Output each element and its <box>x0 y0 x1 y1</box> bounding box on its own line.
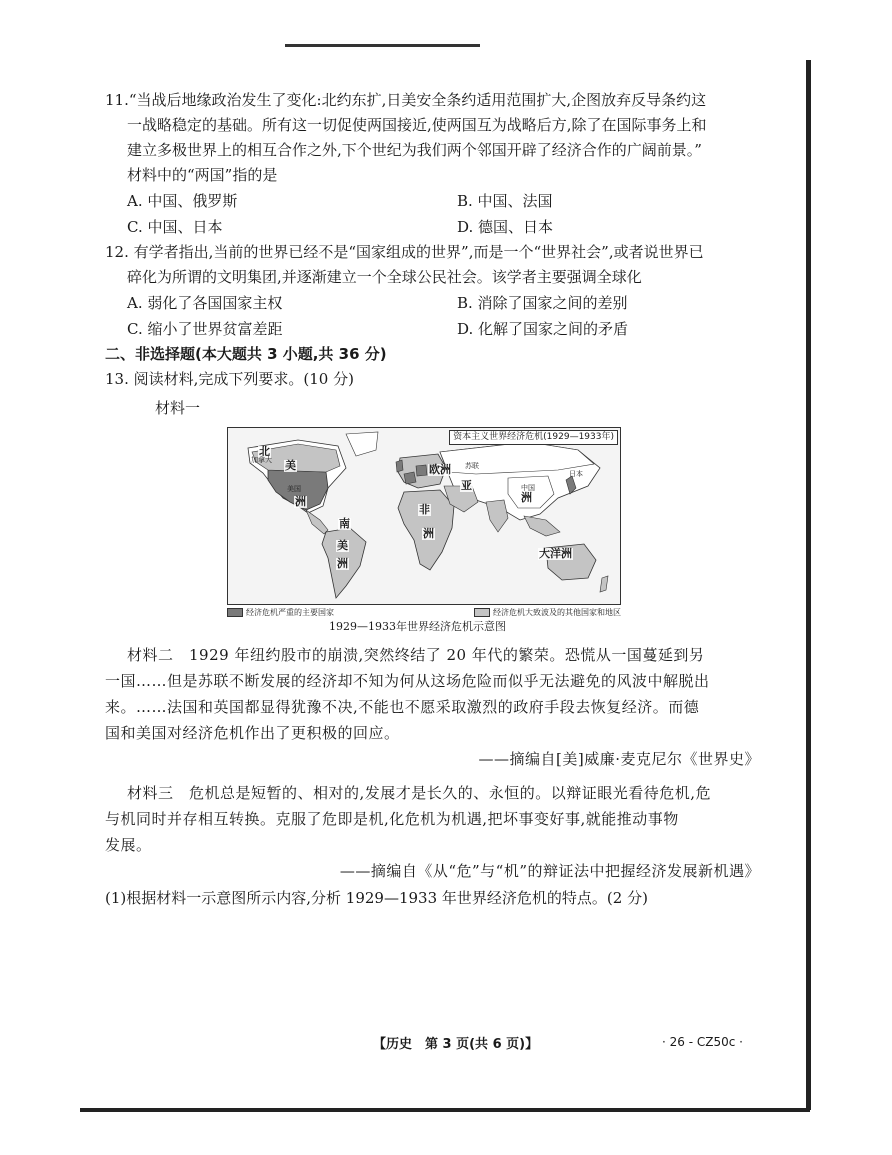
uk-shape <box>396 460 403 472</box>
material-2-line-3: 来。……法国和英国都显得犹豫不决,不能也不愿采取激烈的政府手段去恢复经济。而德 <box>105 698 700 716</box>
label-south: 南 <box>339 517 350 530</box>
material-3-line-1: 材料三 危机总是短暂的、相对的,发展才是长久的、永恒的。以辩证眼光看待危机,危 <box>127 784 712 802</box>
label-china: 中国 <box>521 484 535 492</box>
label-africa-2: 洲 <box>423 527 434 540</box>
material-2-line-1: 材料二 1929 年纽约股市的崩溃,突然终结了 20 年代的繁荣。恐慌从一国蔓延到另 <box>127 646 705 664</box>
material-2 <box>105 642 760 772</box>
label-zhou-asia: 洲 <box>521 491 532 504</box>
material-3-line-2: 与机同时并存相互转换。克服了危即是机,化危机为机遇,把坏事变好事,就能推动事物 <box>105 810 679 828</box>
q11-line-3: 建立多极世界上的相互合作之外,下个世纪为我们两个邻国开辟了经济合作的广阔前景。” <box>127 141 702 159</box>
material-2-line-2: 一国……但是苏联不断发展的经济却不知为何从这场危险而似乎无法避免的风波中解脱出 <box>105 672 710 690</box>
q12-options <box>105 290 760 342</box>
scan-bottom-border <box>80 1108 810 1112</box>
q12-option-b[interactable]: B. 消除了国家之间的差别 <box>457 294 628 312</box>
label-ussr: 苏联 <box>465 462 479 470</box>
map-legend <box>227 607 621 618</box>
world-map-svg <box>228 428 620 604</box>
page-footer-center: 【历史 第 3 页(共 6 页)】 <box>373 1037 539 1052</box>
label-usa: 美国 <box>287 485 301 493</box>
label-zhou-sa: 洲 <box>337 557 348 570</box>
material-3-source: ——摘编自《从“危”与“机”的辩证法中把握经济发展新机遇》 <box>339 862 760 880</box>
label-zhou-na: 洲 <box>295 495 306 508</box>
question-12 <box>105 240 760 342</box>
q12-option-c[interactable]: C. 缩小了世界贫富差距 <box>127 320 283 338</box>
material-2-source: ——摘编自[美]威廉·麦克尼尔《世界史》 <box>478 750 760 768</box>
material-3 <box>105 780 760 884</box>
label-africa-1: 非 <box>419 503 430 516</box>
legend-severe-swatch <box>227 608 243 617</box>
legend-spread-swatch <box>474 608 490 617</box>
q13-sub-question-1: (1)根据材料一示意图所示内容,分析 1929—1933 年世界经济危机的特点。(2 分) <box>105 889 648 907</box>
q11-line-1: 11.“当战后地缘政治发生了变化:北约东扩,日美安全条约适用范围扩大,企图放弃反导条约这 <box>105 91 707 109</box>
q11-option-b[interactable]: B. 中国、法国 <box>457 192 553 210</box>
q11-option-c[interactable]: C. 中国、日本 <box>127 218 223 236</box>
label-north: 北 <box>259 445 270 458</box>
q13-stem: 13. 阅读材料,完成下列要求。(10 分) <box>105 370 354 388</box>
label-asia: 亚 <box>461 479 472 492</box>
question-11 <box>105 88 760 240</box>
section-2-title: 二、非选择题(本大题共 3 小题,共 36 分) <box>105 345 387 363</box>
page-footer-code: · 26 - CZ50c · <box>662 1035 743 1049</box>
material-3-line-3: 发展。 <box>105 836 152 854</box>
legend-severe-label: 经济危机严重的主要国家 <box>246 608 334 617</box>
q12-option-d[interactable]: D. 化解了国家之间的矛盾 <box>457 320 629 338</box>
legend-spread-label: 经济危机大致波及的其他国家和地区 <box>493 608 621 617</box>
material-1-label: 材料一 <box>155 399 201 417</box>
q11-options <box>105 188 760 240</box>
q11-option-a[interactable]: A. 中国、俄罗斯 <box>127 192 238 210</box>
page-content <box>105 88 760 911</box>
germany-shape <box>416 465 427 476</box>
world-crisis-map <box>227 427 621 605</box>
q11-option-d[interactable]: D. 德国、日本 <box>457 218 554 236</box>
map-caption: 1929—1933年世界经济危机示意图 <box>329 620 506 633</box>
q11-line-4: 材料中的“两国”指的是 <box>127 166 278 184</box>
map-title: 资本主义世界经济危机(1929—1933年) <box>449 430 618 445</box>
france-shape <box>404 472 416 484</box>
legend-severe <box>227 607 334 618</box>
material-2-line-4: 国和美国对经济危机作出了更积极的回应。 <box>105 724 400 742</box>
scan-top-mark <box>285 44 480 47</box>
legend-spread <box>474 607 621 618</box>
label-japan: 日本 <box>569 470 583 478</box>
q12-line-2: 碎化为所谓的文明集团,并逐渐建立一个全球公民社会。该学者主要强调全球化 <box>127 268 642 286</box>
label-canada: 加拿大 <box>251 456 272 464</box>
label-europe: 欧洲 <box>429 463 451 476</box>
q12-line-1: 12. 有学者指出,当前的世界已经不是“国家组成的世界”,而是一个“世界社会”,或者说世界已 <box>105 243 704 261</box>
scan-right-border <box>806 60 811 1110</box>
question-13 <box>105 367 760 911</box>
q12-option-a[interactable]: A. 弱化了各国国家主权 <box>127 294 283 312</box>
label-america-north: 美 <box>285 459 296 472</box>
label-oceania: 大洋洲 <box>539 547 572 560</box>
q11-line-2: 一战略稳定的基础。所有这一切促使两国接近,使两国互为战略后方,除了在国际事务上和 <box>127 116 707 134</box>
label-america-south: 美 <box>337 539 348 552</box>
